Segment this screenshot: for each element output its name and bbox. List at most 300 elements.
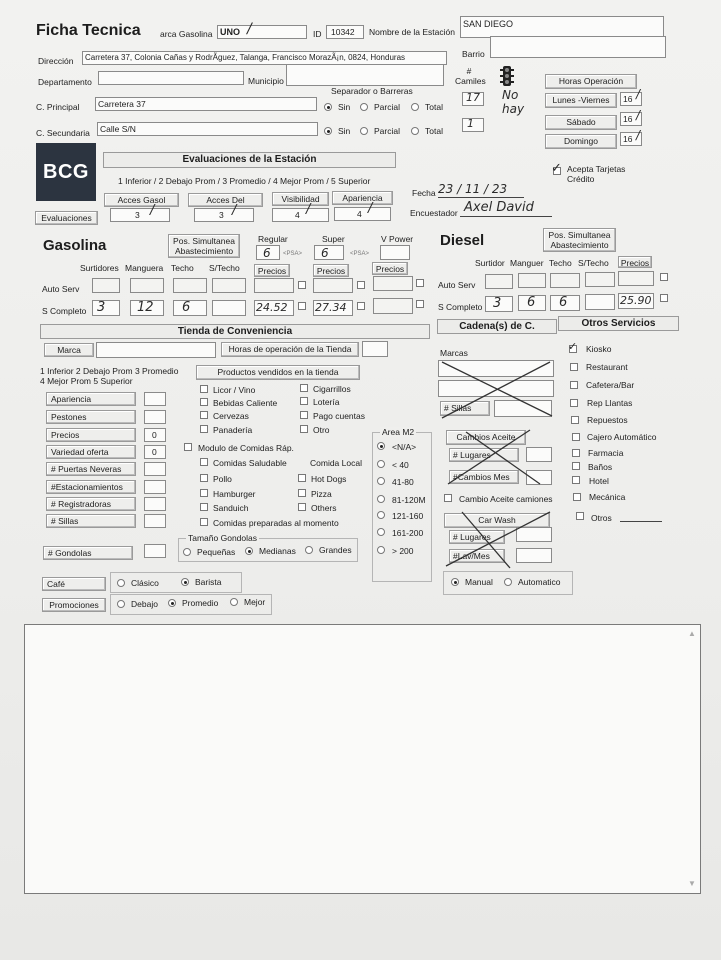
otros-restaurant-label: Restaurant: [586, 362, 628, 372]
area-gt200-label: > 200: [392, 546, 414, 556]
gasolina-completo-label: S Completo: [42, 306, 87, 316]
producto-cigarrillos-label: Cigarrillos: [313, 384, 351, 394]
area-lt40-label: < 40: [392, 460, 409, 470]
otros-kiosko-check-mark: ✓: [568, 340, 578, 353]
secundaria-parcial-label: Parcial: [374, 126, 400, 136]
secundaria-total-radio[interactable]: [411, 127, 419, 135]
gasolina-autoserv-label: Auto Serv: [42, 284, 80, 294]
eval-acces-del-field[interactable]: [194, 208, 254, 222]
carwash-lavmes-button[interactable]: #Lav/Mes: [449, 549, 505, 563]
cafe-clasico-radio[interactable]: [117, 579, 125, 587]
marca-check-mark: /: [247, 21, 252, 37]
carwash-lugares-button[interactable]: # Lugares: [449, 530, 505, 544]
producto-loteria-checkbox[interactable]: [300, 397, 308, 405]
comida-sanduich-label: Sanduich: [213, 503, 249, 513]
cafe-button[interactable]: Café: [42, 577, 106, 591]
comidas-modulo-checkbox[interactable]: [184, 443, 192, 451]
eval-apariencia-mark: /: [368, 201, 373, 216]
otros-farmacia-label: Farmacia: [588, 448, 624, 458]
camiones-checkbox[interactable]: [444, 494, 452, 502]
camiones-label: Cambio Aceite camiones: [459, 494, 553, 504]
area-161-200-label: 161-200: [392, 528, 424, 538]
tarjetas-label: Acepta Tarjetas Crédito: [567, 164, 626, 184]
otros-cajero-checkbox[interactable]: [572, 433, 580, 441]
barrio-field[interactable]: [490, 36, 666, 58]
barrio-label: Barrio: [462, 49, 485, 59]
eval-visibilidad-field[interactable]: [272, 208, 329, 222]
diesel-completo-price[interactable]: [618, 293, 654, 309]
nombre-field[interactable]: [460, 16, 664, 38]
otros-cafeteria-label: Cafetera/Bar: [586, 380, 635, 390]
notes-scrollbar[interactable]: [687, 627, 697, 889]
super-psa-tag: <PSA>: [350, 251, 370, 257]
otros-banos-checkbox[interactable]: [572, 462, 580, 470]
producto-pago-cuentas-label: Pago cuentas: [313, 411, 365, 421]
domingo-hours: 16: [623, 134, 633, 144]
principal-label: C. Principal: [36, 102, 80, 112]
area-121-160-label: 121-160: [392, 511, 424, 521]
otros-repuestos-checkbox[interactable]: [571, 416, 579, 424]
promo-mejor-radio[interactable]: [230, 598, 238, 606]
id-label: ID: [313, 29, 322, 39]
producto-licor-label: Licor / Vino: [213, 385, 256, 395]
comida-sanduich-checkbox[interactable]: [200, 503, 208, 511]
diesel-col-surtidor: Surtidor: [475, 258, 505, 268]
rating-precios-button[interactable]: Precios: [46, 428, 136, 442]
eval-acces-del-value: 3: [219, 210, 224, 220]
comida-preparadas-checkbox[interactable]: [200, 518, 208, 526]
comida-others-label: Others: [311, 503, 337, 513]
camiles-label: # Camiles: [455, 66, 486, 86]
gasolina-col-surtidores: Surtidores: [80, 263, 119, 273]
encuestador-value: Axel David: [464, 200, 534, 215]
otros-hotel-label: Hotel: [589, 476, 609, 486]
otros-otros-underline: [620, 521, 662, 522]
gasolina-completo-manguera[interactable]: [130, 300, 164, 316]
gasolina-autoserv-super-check[interactable]: [357, 281, 365, 289]
departamento-label: Departamento: [38, 77, 92, 87]
direccion-field[interactable]: [82, 51, 447, 65]
lunes-check-mark: /: [636, 87, 641, 101]
promo-promedio-radio[interactable]: [168, 599, 176, 607]
carwash-automatico-radio[interactable]: [504, 578, 512, 586]
fecha-label: Fecha: [412, 188, 436, 198]
eval-acces-gasol-value: 3: [135, 210, 140, 220]
comida-preparadas-label: Comidas preparadas al momento: [213, 518, 339, 528]
gasolina-autoserv-techo[interactable]: [173, 278, 207, 293]
gasolina-autoserv-manguera[interactable]: [130, 278, 164, 293]
scroll-down-icon[interactable]: ▼: [688, 879, 696, 888]
tarjetas-check-mark: ✓: [551, 161, 562, 176]
gasolina-col-techo: Techo: [171, 263, 194, 273]
gasolina-autoserv-regular-price[interactable]: [254, 278, 294, 293]
comida-saludable-checkbox[interactable]: [200, 458, 208, 466]
domingo-check-mark: /: [636, 128, 641, 142]
tienda-title: Tienda de Conveniencia: [40, 324, 430, 339]
area-81-120-radio[interactable]: [377, 495, 385, 503]
area-161-200-radio[interactable]: [377, 528, 385, 536]
comida-pizza-label: Pizza: [311, 489, 332, 499]
cambios-lugares-button[interactable]: # Lugares: [449, 448, 519, 462]
gasolina-completo-stecho[interactable]: [212, 300, 246, 316]
tamano-grandes-radio[interactable]: [305, 546, 313, 554]
principal-total-radio[interactable]: [411, 103, 419, 111]
gasolina-autoserv-super-price[interactable]: [313, 278, 353, 293]
marca-field[interactable]: [217, 25, 307, 39]
carwash-manual-label: Manual: [465, 577, 493, 587]
rating-precios-field[interactable]: [144, 428, 166, 442]
cadena-title: Cadena(s) de C.: [437, 319, 557, 334]
municipio-label: Municipio: [248, 76, 284, 86]
otros-llantas-label: Rep Llantas: [587, 398, 633, 408]
rating-variedad-value: 0: [152, 447, 157, 457]
tienda-marca-field[interactable]: [96, 342, 216, 358]
producto-pago-cuentas-checkbox[interactable]: [300, 411, 308, 419]
eval-acces-del-button[interactable]: Acces Del: [188, 193, 263, 207]
producto-licor-checkbox[interactable]: [200, 385, 208, 393]
secundaria-sin-label: Sin: [338, 126, 351, 136]
promo-promedio-label: Promedio: [182, 598, 219, 608]
rating-sillas-button[interactable]: # Sillas: [46, 514, 136, 528]
diesel-completo-manguer-value: 6: [527, 295, 536, 310]
fecha-value: 23 / 11 / 23: [438, 182, 508, 196]
gondolas-button[interactable]: # Gondolas: [43, 546, 133, 560]
tienda-scale-2: 4 Mejor Prom 5 Superior: [40, 376, 133, 386]
producto-panaderia-checkbox[interactable]: [200, 425, 208, 433]
gasolina-autoserv-surtidores[interactable]: [92, 278, 120, 293]
diesel-completo-surtidor-value: 3: [493, 296, 502, 311]
rating-estacionamientos-field[interactable]: [144, 480, 166, 494]
notes-textarea[interactable]: [24, 624, 701, 894]
gasolina-completo-vpower-price[interactable]: [373, 298, 413, 314]
rating-variedad-button[interactable]: Variedad oferta: [46, 445, 136, 459]
rating-estacionamientos-button[interactable]: #Estacionamientos: [46, 480, 136, 494]
productos-vendidos-button[interactable]: Productos vendidos en la tienda: [196, 365, 360, 380]
no-hay-note: No hay: [502, 88, 525, 116]
super-value: 6: [321, 246, 329, 260]
diesel-autoserv-check[interactable]: [660, 273, 668, 281]
diesel-autoserv-label: Auto Serv: [438, 280, 476, 290]
rating-apariencia-button[interactable]: Apariencia: [46, 392, 136, 406]
gasolina-autoserv-regular-check[interactable]: [298, 281, 306, 289]
gasolina-precios-super-button[interactable]: Precios: [313, 264, 349, 277]
secundaria-label: C. Secundaria: [36, 128, 90, 138]
principal-sin-label: Sin: [338, 102, 351, 112]
eval-visibilidad-mark: /: [306, 202, 311, 217]
otros-cajero-label: Cajero Automático: [587, 432, 657, 442]
otros-hotel-checkbox[interactable]: [572, 476, 580, 484]
sabado-button[interactable]: Sábado: [545, 115, 617, 130]
gasolina-col-stecho: S/Techo: [209, 263, 240, 273]
diesel-completo-stecho[interactable]: [585, 294, 615, 310]
comida-others-checkbox[interactable]: [298, 503, 306, 511]
area-41-80-radio[interactable]: [377, 477, 385, 485]
area-lt40-radio[interactable]: [377, 460, 385, 468]
otros-llantas-checkbox[interactable]: [570, 399, 578, 407]
diesel-autoserv-stecho[interactable]: [585, 272, 615, 287]
rating-sillas-field[interactable]: [144, 514, 166, 528]
gasolina-completo-techo[interactable]: [173, 300, 207, 316]
gasolina-completo-surtidores-value: 3: [97, 300, 106, 315]
marca-value: UNO: [220, 27, 240, 37]
promociones-button[interactable]: Promociones: [42, 598, 106, 612]
lunes-viernes-button[interactable]: Lunes -Viernes: [545, 93, 617, 108]
diesel-precio: 25.90: [620, 294, 652, 307]
diesel-completo-manguer[interactable]: [518, 295, 546, 311]
tienda-scale: 1 Inferior 2 Debajo Prom 3 Promedio: [40, 366, 179, 376]
evaluaciones-title: Evaluaciones de la Estación: [103, 152, 396, 168]
otros-mecanica-checkbox[interactable]: [573, 493, 581, 501]
secundaria-count: 1: [467, 117, 474, 130]
gasolina-completo-techo-value: 6: [182, 300, 191, 315]
separador-label: Separador o Barreras: [331, 86, 413, 96]
rating-pestones-field[interactable]: [144, 410, 166, 424]
principal-field[interactable]: [95, 97, 317, 111]
comida-saludable-label: Comidas Saludable: [213, 458, 287, 468]
eval-acces-gasol-field[interactable]: [110, 208, 170, 222]
eval-acces-del-mark: /: [232, 203, 237, 218]
encuestador-label: Encuestador: [410, 208, 458, 218]
comida-pollo-label: Pollo: [213, 474, 232, 484]
principal-value: Carretera 37: [98, 99, 146, 109]
gasolina-precio-regular: 24.52: [256, 301, 288, 314]
nombre-label: Nombre de la Estación: [369, 27, 455, 37]
comidas-modulo-label: Modulo de Comidas Ráp.: [198, 443, 294, 453]
diesel-col-stecho: S/Techo: [578, 258, 609, 268]
comida-hamburger-label: Hamburger: [213, 489, 256, 499]
carwash-button[interactable]: Car Wash: [444, 513, 550, 528]
regular-label: Regular: [258, 234, 288, 244]
secundaria-value: Calle S/N: [100, 124, 136, 134]
gasolina-completo-regular-check[interactable]: [298, 302, 306, 310]
tamano-pequenas-label: Pequeñas: [197, 547, 236, 557]
producto-otro-label: Otro: [313, 425, 330, 435]
comida-hamburger-checkbox[interactable]: [200, 489, 208, 497]
secundaria-sin-radio[interactable]: [324, 127, 332, 135]
evaluaciones-button[interactable]: Evaluaciones: [35, 211, 98, 225]
area-121-160-radio[interactable]: [377, 511, 385, 519]
form-title: Ficha Tecnica: [36, 22, 141, 39]
nombre-value: SAN DIEGO: [463, 19, 514, 29]
super-label: Super: [322, 234, 345, 244]
principal-parcial-label: Parcial: [374, 102, 400, 112]
area-gt200-radio[interactable]: [377, 546, 385, 554]
diesel-completo-check[interactable]: [660, 294, 668, 302]
area-41-80-label: 41-80: [392, 477, 414, 487]
cambios-cross-out-mark: [446, 428, 556, 488]
comida-local-label: Comida Local: [310, 458, 362, 468]
area-group: [372, 432, 432, 582]
producto-cervezas-label: Cervezas: [213, 411, 249, 421]
area-na-radio[interactable]: [377, 442, 385, 450]
producto-cervezas-checkbox[interactable]: [200, 411, 208, 419]
gasolina-autoserv-vpower-price[interactable]: [373, 276, 413, 291]
rating-registradoras-field[interactable]: [144, 497, 166, 511]
otros-repuestos-label: Repuestos: [587, 415, 628, 425]
producto-bebidas-checkbox[interactable]: [200, 398, 208, 406]
gasolina-pos-button[interactable]: Pos. Simultanea Abastecimiento: [168, 234, 240, 258]
diesel-completo-label: S Completo: [438, 302, 483, 312]
cadena-cross-out-mark: [438, 358, 556, 420]
otros-otros-checkbox[interactable]: [576, 512, 584, 520]
cafe-clasico-label: Clásico: [131, 578, 159, 588]
producto-loteria-label: Lotería: [313, 397, 340, 407]
id-value: 10342: [331, 27, 355, 37]
super-field[interactable]: [314, 245, 344, 260]
carwash-cross-out-mark: [444, 508, 554, 570]
gasolina-precios-regular-button[interactable]: Precios: [254, 264, 290, 277]
area-na-label: <N/A>: [392, 442, 417, 452]
principal-parcial-radio[interactable]: [360, 103, 368, 111]
gasolina-title: Gasolina: [43, 237, 107, 254]
area-label: Area M2: [382, 427, 415, 437]
tienda-marca-button[interactable]: Marca: [44, 343, 94, 357]
gasolina-completo-super-check[interactable]: [357, 302, 365, 310]
eval-visibilidad-value: 4: [295, 210, 300, 220]
rating-variedad-field[interactable]: [144, 445, 166, 459]
secundaria-field[interactable]: [97, 122, 318, 136]
rating-registradoras-button[interactable]: # Registradoras: [46, 497, 136, 511]
encuestador-underline: [460, 216, 552, 217]
direccion-value: Carretera 37, Colonia Cañas y RodrÃguez, Talanga, Francisco MorazÃ¡n, 0824, Honduras: [85, 53, 406, 62]
principal-total-label: Total: [425, 102, 443, 112]
eval-visibilidad-button[interactable]: Visibilidad: [272, 192, 329, 206]
producto-panaderia-label: Panadería: [213, 425, 253, 435]
otros-kiosko-label: Kiosko: [586, 344, 612, 354]
diesel-completo-techo-value: 6: [559, 295, 568, 310]
tamano-medianas-label: Medianas: [259, 546, 296, 556]
principal-count: 17: [466, 91, 480, 104]
otros-cafeteria-checkbox[interactable]: [570, 381, 578, 389]
secundaria-count-field[interactable]: [462, 118, 484, 132]
diesel-autoserv-manguer[interactable]: [518, 273, 546, 288]
gasolina-precios-vpower-button[interactable]: Precios: [372, 262, 408, 275]
municipio-field[interactable]: [286, 64, 444, 86]
rating-apariencia-field[interactable]: [144, 392, 166, 406]
cafe-group: [110, 572, 242, 593]
vpower-field[interactable]: [380, 245, 410, 260]
horas-operacion-button[interactable]: Horas Operación: [545, 74, 637, 89]
direccion-label: Dirección: [38, 56, 74, 66]
producto-bebidas-label: Bebidas Caliente: [213, 398, 278, 408]
comida-hotdogs-checkbox[interactable]: [298, 474, 306, 482]
tienda-horas-field[interactable]: [362, 341, 388, 357]
producto-cigarrillos-checkbox[interactable]: [300, 384, 308, 392]
promo-debajo-label: Debajo: [131, 599, 158, 609]
gasolina-completo-regular-price[interactable]: [254, 300, 294, 316]
rating-puertas-button[interactable]: # Puertas Neveras: [46, 462, 136, 476]
diesel-col-techo: Techo: [549, 258, 572, 268]
diesel-autoserv-surtidor[interactable]: [485, 274, 513, 289]
regular-value: 6: [263, 246, 271, 260]
otros-otros-label: Otros: [591, 513, 612, 523]
area-81-120-label: 81-120M: [392, 495, 426, 505]
regular-field[interactable]: [256, 245, 280, 260]
cadena-sillas-button[interactable]: # Sillas: [440, 401, 490, 416]
principal-sin-radio[interactable]: [324, 103, 332, 111]
secundaria-total-label: Total: [425, 126, 443, 136]
diesel-precios-button[interactable]: Precios: [618, 256, 652, 268]
cambios-aceite-button[interactable]: Cambios Aceite: [446, 430, 526, 445]
otros-farmacia-checkbox[interactable]: [572, 449, 580, 457]
gasolina-completo-manguera-value: 12: [137, 300, 154, 315]
carwash-automatico-label: Automatico: [518, 577, 561, 587]
id-field[interactable]: [326, 25, 364, 39]
evaluaciones-scale: 1 Inferior / 2 Debajo Prom / 3 Promedio / 4 Mejor Prom / 5 Superior: [118, 176, 371, 186]
cadena-marcas-label: Marcas: [440, 348, 468, 358]
diesel-autoserv-price[interactable]: [618, 271, 654, 286]
fecha-underline: [438, 197, 524, 198]
comida-hotdogs-label: Hot Dogs: [311, 474, 347, 484]
carwash-manual-radio[interactable]: [451, 578, 459, 586]
diesel-completo-surtidor[interactable]: [485, 296, 513, 312]
gondolas-field[interactable]: [144, 544, 166, 558]
sabado-hours: 16: [623, 114, 633, 124]
gasolina-autoserv-vpower-check[interactable]: [416, 279, 424, 287]
producto-otro-checkbox[interactable]: [300, 425, 308, 433]
eval-acces-gasol-button[interactable]: Acces Gasol: [104, 193, 179, 207]
scroll-up-icon[interactable]: ▲: [688, 629, 696, 638]
diesel-completo-techo[interactable]: [550, 295, 580, 311]
tamano-label: Tamaño Gondolas: [188, 533, 257, 543]
gasolina-completo-vpower-check[interactable]: [416, 300, 424, 308]
promo-mejor-label: Mejor: [244, 597, 266, 607]
gasolina-autoserv-stecho[interactable]: [212, 278, 246, 293]
marca-label: arca Gasolina: [160, 29, 213, 39]
sabado-check-mark: /: [636, 108, 641, 122]
rating-puertas-field[interactable]: [144, 462, 166, 476]
diesel-col-manguer: Manguer: [510, 258, 544, 268]
gasolina-completo-surtidores[interactable]: [92, 300, 120, 316]
cafe-barista-label: Barista: [195, 577, 222, 587]
vpower-label: V Power: [381, 234, 414, 244]
comida-pollo-checkbox[interactable]: [200, 474, 208, 482]
gasolina-precio-super: 27.34: [315, 301, 347, 314]
tamano-pequenas-radio[interactable]: [183, 548, 191, 556]
domingo-button[interactable]: Domingo: [545, 134, 617, 149]
tamano-medianas-radio[interactable]: [245, 547, 253, 555]
promo-debajo-radio[interactable]: [117, 600, 125, 608]
departamento-field[interactable]: [98, 71, 244, 85]
bcg-logo: BCG: [36, 143, 96, 201]
eval-apariencia-button[interactable]: Apariencia: [332, 191, 393, 205]
tienda-horas-button[interactable]: Horas de operación de la Tienda: [221, 342, 359, 357]
traffic-light-icon: [500, 66, 514, 86]
regular-psa-tag: <PSA>: [283, 251, 303, 257]
otros-restaurant-checkbox[interactable]: [570, 363, 578, 371]
tamano-grandes-label: Grandes: [319, 545, 352, 555]
diesel-title: Diesel: [440, 232, 485, 249]
rating-precios-value: 0: [152, 430, 157, 440]
gasolina-completo-super-price[interactable]: [313, 300, 353, 316]
rating-pestones-button[interactable]: Pestones: [46, 410, 136, 424]
comida-pizza-checkbox[interactable]: [298, 489, 306, 497]
otros-mecanica-label: Mecánica: [589, 492, 626, 502]
otros-title: Otros Servicios: [558, 316, 679, 331]
cambios-mes-button[interactable]: #Cambios Mes: [449, 470, 519, 484]
otros-banos-label: Baños: [588, 462, 613, 472]
diesel-pos-button[interactable]: Pos. Simultanea Abastecimiento: [543, 228, 616, 252]
principal-count-field[interactable]: [462, 92, 484, 106]
lunes-hours: 16: [623, 94, 633, 104]
eval-apariencia-field[interactable]: [334, 207, 391, 221]
eval-apariencia-value: 4: [357, 209, 362, 219]
cafe-barista-radio[interactable]: [181, 578, 189, 586]
gasolina-col-manguera: Manguera: [125, 263, 164, 273]
eval-acces-gasol-mark: /: [150, 203, 155, 218]
diesel-autoserv-techo[interactable]: [550, 273, 580, 288]
secundaria-parcial-radio[interactable]: [360, 127, 368, 135]
